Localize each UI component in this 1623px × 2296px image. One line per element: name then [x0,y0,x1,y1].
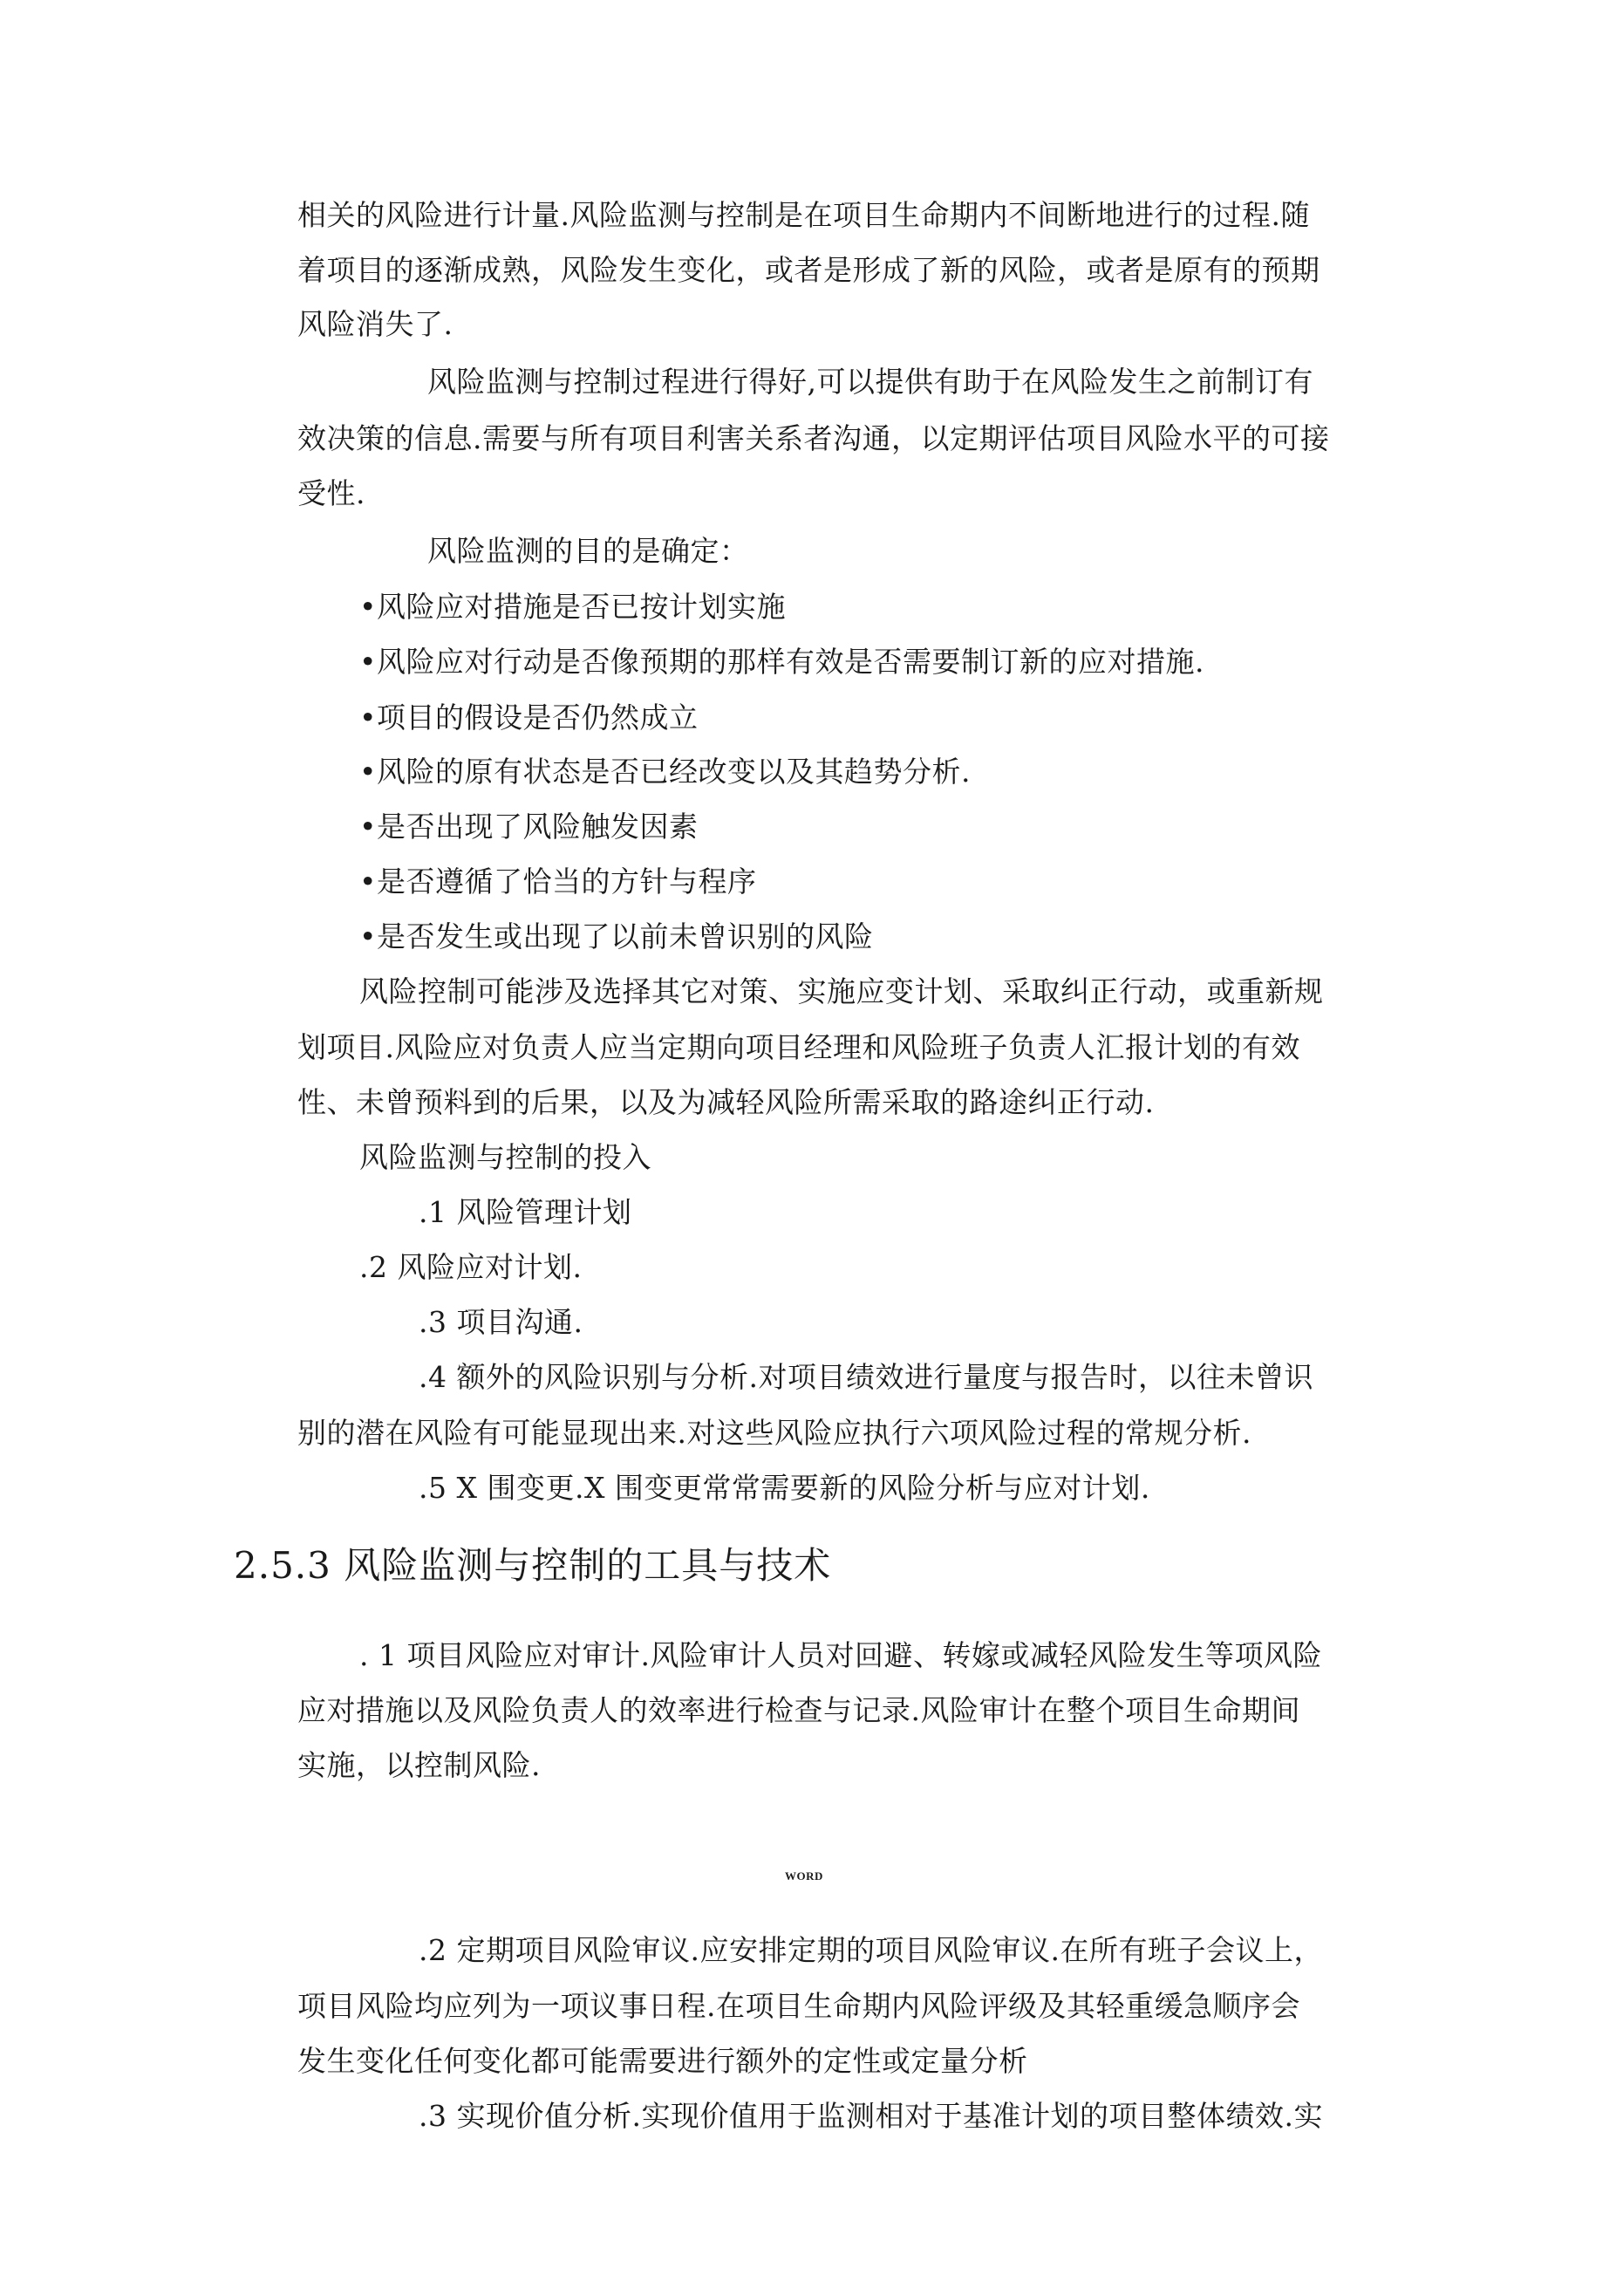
paragraph-line: 性、未曾预料到的后果，以及为减轻风险所需采取的路途纠正行动. [297,1085,1155,1119]
paragraph-line: 风险监测与控制的投入 [359,1140,651,1174]
list-item: .4 额外的风险识别与分析.对项目绩效进行量度与报告时，以往未曾识 [419,1360,1313,1394]
paragraph-line: 项目风险均应列为一项议事日程.在项目生命期内风险评级及其轻重缓急顺序会 [297,1989,1300,2023]
list-item: .3 项目沟通. [419,1305,583,1339]
bullet-item: •项目的假设是否仍然成立 [359,700,699,735]
paragraph-line: 受性. [297,476,365,510]
page-footer-label: WORD [785,1869,823,1883]
bullet-item: •是否遵循了恰当的方针与程序 [359,864,757,899]
paragraph-line: 风险消失了. [297,307,453,341]
paragraph-line: 划项目.风险应对负责人应当定期向项目经理和风险班子负责人汇报计划的有效 [297,1030,1300,1064]
paragraph-line: 发生变化任何变化都可能需要进行额外的定性或定量分析 [297,2044,1028,2078]
paragraph-line: . 1 项目风险应对审计.风险审计人员对回避、转嫁或减轻风险发生等项风险 [359,1638,1322,1672]
paragraph-line: 应对措施以及风险负责人的效率进行检查与记录.风险审计在整个项目生命期间 [297,1693,1300,1727]
list-item: .1 风险管理计划 [419,1195,632,1229]
paragraph-line: 风险监测与控制过程进行得好,可以提供有助于在风险发生之前制订有 [427,365,1313,399]
bullet-item: •是否出现了风险触发因素 [359,810,699,844]
section-heading: 2.5.3 风险监测与控制的工具与技术 [234,1544,832,1587]
list-item: .5 X 围变更.X 围变更常常需要新的风险分析与应对计划. [419,1471,1150,1505]
paragraph-line: 实施，以控制风险. [297,1748,541,1782]
paragraph-line: 效决策的信息.需要与所有项目利害关系者沟通，以定期评估项目风险水平的可接 [297,421,1330,455]
paragraph-line: 着项目的逐渐成熟，风险发生变化，或者是形成了新的风险，或者是原有的预期 [297,253,1320,287]
bullet-item: •风险应对行动是否像预期的那样有效是否需要制订新的应对措施. [359,645,1204,679]
paragraph-line: 相关的风险进行计量.风险监测与控制是在项目生命期内不间断地进行的过程.随 [297,198,1310,232]
list-item: .2 风险应对计划. [359,1250,583,1284]
bullet-item: •风险应对措施是否已按计划实施 [359,590,786,624]
bullet-item: •风险的原有状态是否已经改变以及其趋势分析. [359,755,971,789]
paragraph-line: .2 定期项目风险审议.应安排定期的项目风险审议.在所有班子会议上， [419,1933,1323,1967]
paragraph-line: 风险控制可能涉及选择其它对策、实施应变计划、采取纠正行动，或重新规 [359,974,1324,1008]
paragraph-line: 别的潜在风险有可能显现出来.对这些风险应执行六项风险过程的常规分析. [297,1416,1251,1450]
paragraph-line: .3 实现价值分析.实现价值用于监测相对于基准计划的项目整体绩效.实 [419,2099,1323,2133]
bullet-item: •是否发生或出现了以前未曾识别的风险 [359,919,874,953]
paragraph-line: 风险监测的目的是确定： [427,534,749,568]
